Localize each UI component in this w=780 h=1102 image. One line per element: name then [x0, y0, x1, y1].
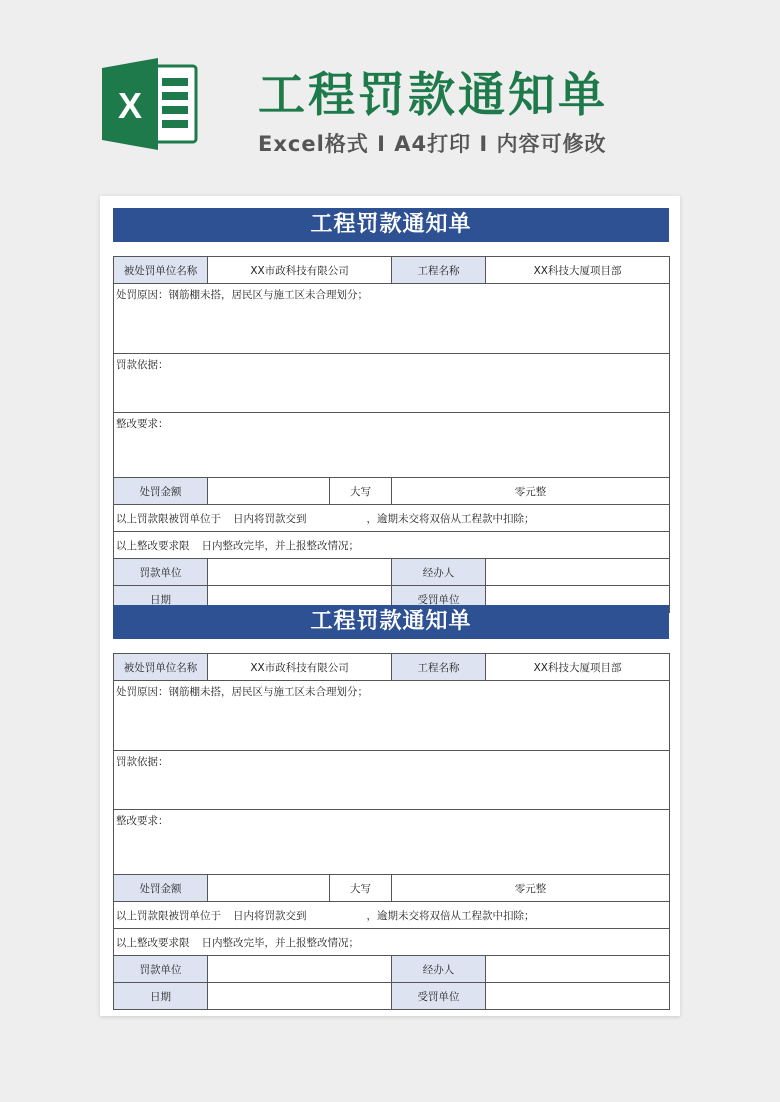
project-name-label: 工程名称: [392, 654, 486, 681]
page-subtitle: Excel格式 I A4打印 I 内容可修改: [258, 132, 607, 156]
capital-amount-value[interactable]: 零元整: [392, 478, 670, 505]
date-label: 日期: [114, 586, 208, 613]
document-paper: [100, 196, 680, 1016]
rectification-requirement-cell[interactable]: 整改要求：: [114, 810, 670, 875]
capital-amount-value[interactable]: 零元整: [392, 875, 670, 902]
header: [0, 0, 780, 190]
penalty-reason-cell[interactable]: 处罚原因：钢筋棚未搭，居民区与施工区未合理划分；: [114, 681, 670, 751]
penalty-unit-label: 罚款单位: [114, 559, 208, 586]
rectification-deadline-line[interactable]: 以上整改要求限 日内整改完毕，并上报整改情况；: [114, 929, 670, 956]
penalty-amount-value[interactable]: [208, 478, 330, 505]
form-banner: 工程罚款通知单: [113, 605, 669, 639]
penalty-form-2: [113, 605, 669, 1010]
handler-label: 经办人: [392, 559, 486, 586]
recipient-unit-label: 受罚单位: [392, 983, 486, 1010]
handler-value[interactable]: [486, 956, 670, 983]
excel-logo-icon: [100, 56, 200, 152]
svg-text:X: X: [117, 85, 143, 126]
penalty-unit-value[interactable]: [208, 559, 392, 586]
penalty-basis-cell[interactable]: 罚款依据：: [114, 751, 670, 810]
form-table: [113, 653, 670, 1010]
punished-unit-value[interactable]: XX市政科技有限公司: [208, 257, 392, 284]
payment-deadline-line[interactable]: 以上罚款限被罚单位于 日内将罚款交到 ，逾期未交将双倍从工程款中扣除；: [114, 505, 670, 532]
capital-amount-label: 大写: [330, 478, 392, 505]
payment-deadline-line[interactable]: 以上罚款限被罚单位于 日内将罚款交到 ，逾期未交将双倍从工程款中扣除；: [114, 902, 670, 929]
penalty-unit-value[interactable]: [208, 956, 392, 983]
capital-amount-label: 大写: [330, 875, 392, 902]
penalty-reason-cell[interactable]: 处罚原因：钢筋棚未搭，居民区与施工区未合理划分；: [114, 284, 670, 354]
project-name-value[interactable]: XX科技大厦项目部: [486, 257, 670, 284]
handler-value[interactable]: [486, 559, 670, 586]
recipient-unit-value[interactable]: [486, 983, 670, 1010]
punished-unit-label: 被处罚单位名称: [114, 257, 208, 284]
penalty-amount-label: 处罚金额: [114, 875, 208, 902]
punished-unit-label: 被处罚单位名称: [114, 654, 208, 681]
penalty-amount-value[interactable]: [208, 875, 330, 902]
project-name-label: 工程名称: [392, 257, 486, 284]
penalty-amount-label: 处罚金额: [114, 478, 208, 505]
penalty-unit-label: 罚款单位: [114, 956, 208, 983]
form-table: [113, 256, 670, 613]
date-value[interactable]: [208, 983, 392, 1010]
rectification-deadline-line[interactable]: 以上整改要求限 日内整改完毕，并上报整改情况；: [114, 532, 670, 559]
form-banner: 工程罚款通知单: [113, 208, 669, 242]
handler-label: 经办人: [392, 956, 486, 983]
page-title: 工程罚款通知单: [258, 68, 608, 123]
recipient-unit-label: 受罚单位: [392, 586, 486, 613]
rectification-requirement-cell[interactable]: 整改要求：: [114, 413, 670, 478]
project-name-value[interactable]: XX科技大厦项目部: [486, 654, 670, 681]
penalty-basis-cell[interactable]: 罚款依据：: [114, 354, 670, 413]
penalty-form-1: [113, 208, 669, 613]
punished-unit-value[interactable]: XX市政科技有限公司: [208, 654, 392, 681]
date-label: 日期: [114, 983, 208, 1010]
